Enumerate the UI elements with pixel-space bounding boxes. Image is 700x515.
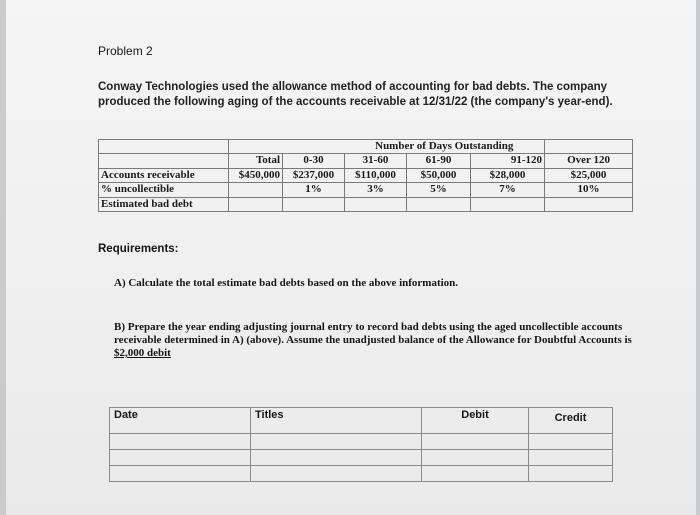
row-label-estimated-bad-debt: Estimated bad debt: [99, 197, 229, 211]
pct-0-30: 1%: [283, 183, 345, 197]
bad-debt-over-120-cell[interactable]: [545, 197, 633, 211]
col-header-over-120: Over 120: [545, 154, 633, 168]
journal-header-titles: Titles: [251, 408, 422, 434]
journal-header-credit: Credit: [529, 408, 613, 434]
pct-91-120: 7%: [471, 183, 545, 197]
row-label-uncollectible: % uncollectible: [99, 183, 229, 197]
ar-over-120: $25,000: [545, 168, 633, 182]
row-label-ar: Accounts receivable: [99, 168, 229, 182]
allowance-balance: $2,000 debit: [114, 347, 171, 359]
aging-table: [98, 139, 633, 212]
journal-header-date: Date: [110, 408, 251, 434]
pct-61-90: 5%: [407, 183, 471, 197]
col-header-91-120: 91-120: [471, 154, 545, 168]
requirement-b: [114, 321, 634, 360]
ar-0-30: $237,000: [283, 168, 345, 182]
ar-91-120: $28,000: [471, 168, 545, 182]
journal-cell-debit[interactable]: [422, 466, 529, 482]
requirement-a: A) Calculate the total estimate bad debts based on the above information.: [114, 277, 459, 289]
journal-cell-date[interactable]: [110, 450, 251, 466]
journal-cell-date[interactable]: [110, 434, 251, 450]
ar-31-60: $110,000: [345, 168, 407, 182]
col-header-31-60: 31-60: [345, 154, 407, 168]
days-outstanding-header: Number of Days Outstanding: [345, 140, 545, 154]
requirement-b-text: B) Prepare the year ending adjusting journal entry to record bad debts using the aged uncollectible accounts receivable determined in A) (above). Assume the unadjusted balance of the Allowance for Doubtful Accounts is: [114, 321, 632, 346]
journal-cell-debit[interactable]: [422, 450, 529, 466]
intro-paragraph: Conway Technologies used the allowance method of accounting for bad debts. The company produced the following aging of the accounts receivable at 12/31/22 (the company's year-end).: [98, 81, 613, 108]
bad-debt-31-60-cell[interactable]: [345, 197, 407, 211]
requirements-heading: Requirements:: [98, 243, 179, 255]
aging-header-blank: [99, 140, 229, 154]
ar-total: $450,000: [229, 168, 283, 182]
pct-31-60: 3%: [345, 183, 407, 197]
col-header-total: Total: [229, 154, 283, 168]
journal-entry-table: [109, 407, 613, 482]
journal-cell-credit[interactable]: [529, 466, 613, 482]
journal-cell-credit[interactable]: [529, 434, 613, 450]
journal-cell-title[interactable]: [251, 450, 422, 466]
problem-title: Problem 2: [98, 44, 153, 58]
bad-debt-0-30-cell[interactable]: [283, 197, 345, 211]
bad-debt-91-120-cell[interactable]: [471, 197, 545, 211]
document-page: [6, 0, 696, 515]
ar-61-90: $50,000: [407, 168, 471, 182]
bad-debt-total-cell[interactable]: [229, 197, 283, 211]
bad-debt-61-90-cell[interactable]: [407, 197, 471, 211]
journal-cell-title[interactable]: [251, 466, 422, 482]
journal-header-debit: Debit: [422, 408, 529, 434]
col-header-61-90: 61-90: [407, 154, 471, 168]
journal-cell-credit[interactable]: [529, 450, 613, 466]
journal-cell-date[interactable]: [110, 466, 251, 482]
pct-over-120: 10%: [545, 183, 633, 197]
journal-cell-debit[interactable]: [422, 434, 529, 450]
journal-cell-title[interactable]: [251, 434, 422, 450]
col-header-0-30: 0-30: [283, 154, 345, 168]
